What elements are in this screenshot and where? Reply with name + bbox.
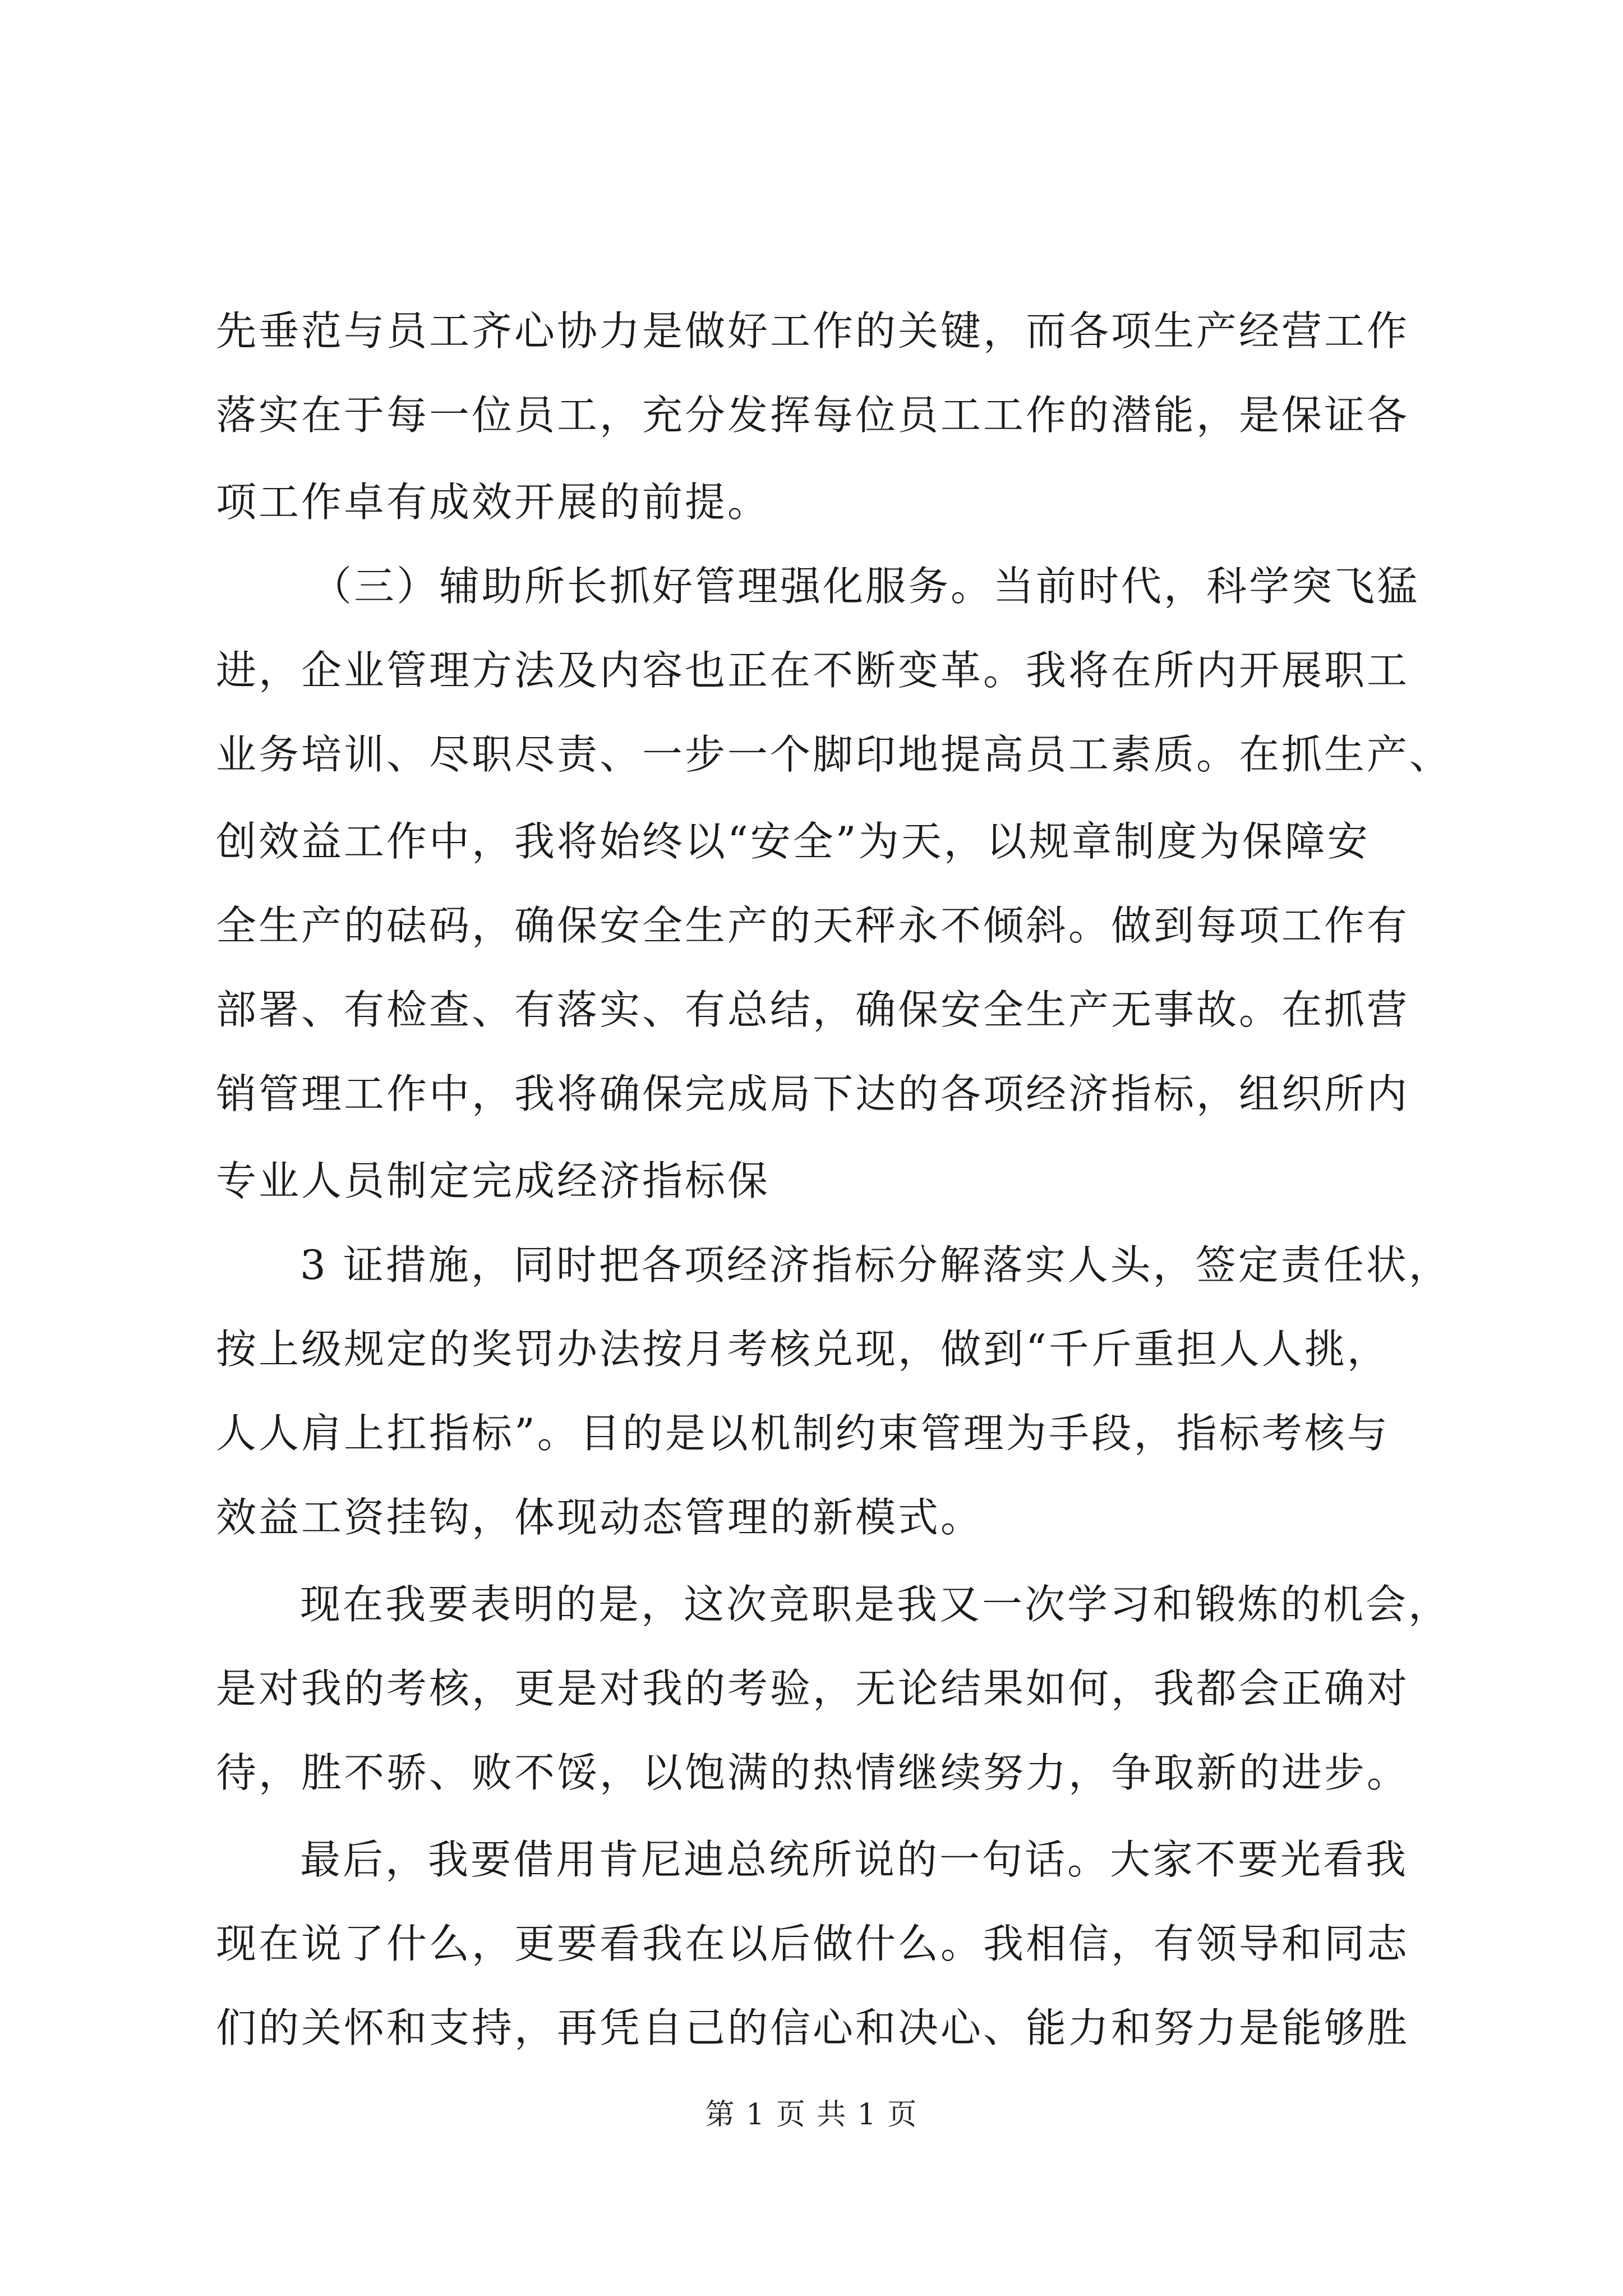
text-line: 全生产的砝码，确保安全生产的天秤永不倾斜。做到每项工作有: [216, 902, 1410, 949]
text-line: 们的关怀和支持，再凭自己的信心和决心、能力和努力是能够胜: [216, 2004, 1410, 2051]
text-line: 创效益工作中，我将始终以“安全”为天，以规章制度为保障安: [216, 818, 1370, 865]
text-line: （三）辅助所长抓好管理强化服务。当前时代，科学突飞猛: [311, 563, 1420, 610]
text-line: 现在说了什么，更要看我在以后做什么。我相信，有领导和同志: [216, 1920, 1410, 1967]
text-line: 进，企业管理方法及内容也正在不断变革。我将在所内开展职工: [216, 647, 1410, 694]
text-line: 销管理工作中，我将确保完成局下达的各项经济指标，组织所内: [216, 1070, 1410, 1117]
text-line: 专业人员制定完成经济指标保: [216, 1157, 771, 1204]
text-line: 部署、有检查、有落实、有总结，确保安全生产无事故。在抓营: [216, 986, 1410, 1033]
page-footer: [0, 2095, 1623, 2134]
text-line: 待，胜不骄、败不馁，以饱满的热情继续努力，争取新的进步。: [216, 1749, 1410, 1796]
text-line: 人人肩上扛指标”。目的是以机制约束管理为手段，指标考核与: [216, 1410, 1390, 1457]
text-line: 项工作卓有成效开展的前提。: [216, 478, 771, 526]
text-line: 是对我的考核，更是对我的考验，无论结果如何，我都会正确对: [216, 1665, 1410, 1712]
text-line: 现在我要表明的是，这次竞职是我又一次学习和锻炼的机会，: [300, 1581, 1451, 1628]
text-line: 落实在于每一位员工，充分发挥每位员工工作的潜能，是保证各: [216, 392, 1410, 439]
text-line: 按上级规定的奖罚办法按月考核兑现，做到“千斤重担人人挑，: [216, 1326, 1390, 1373]
text-line: 效益工资挂钩，体现动态管理的新模式。: [216, 1494, 984, 1541]
page-number: 第 1 页 共 1 页: [705, 2098, 918, 2132]
text-line: 最后，我要借用肯尼迪总统所说的一句话。大家不要光看我: [300, 1836, 1409, 1883]
text-line: 业务培训、尽职尽责、一步一个脚印地提高员工素质。在抓生产、: [216, 731, 1453, 778]
text-line: 先垂范与员工齐心协力是做好工作的关键，而各项生产经营工作: [216, 307, 1410, 355]
text-line: 3 证措施，同时把各项经济指标分解落实人头，签定责任状，: [300, 1241, 1451, 1289]
